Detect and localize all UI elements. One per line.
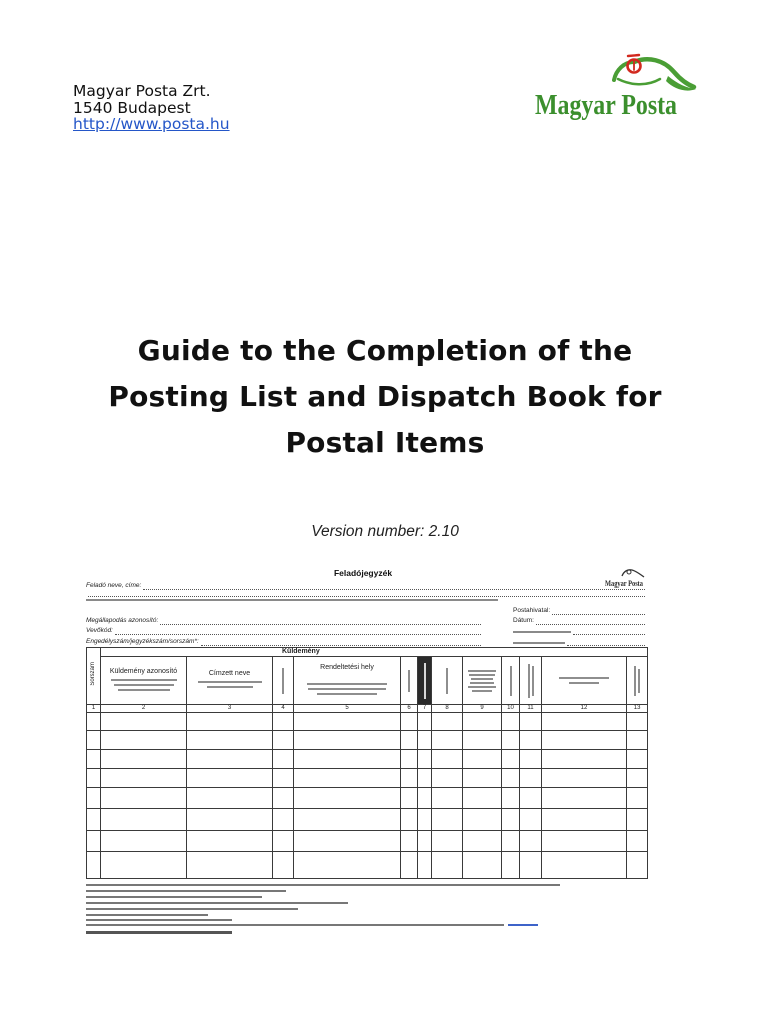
table-cell [463,831,502,852]
field-dotted-line [573,628,645,635]
illegible-text-line [470,682,494,684]
footnote-line [86,896,262,898]
field-dotted-line [536,618,645,625]
table-cell [87,750,101,769]
header-column-13 [627,657,648,705]
illegible-text-line [317,693,377,695]
table-cell [520,713,542,731]
table-cell [542,713,627,731]
table-cell [520,809,542,831]
field-dotted-line [201,639,481,646]
table-cell [502,750,520,769]
footnote-line [86,924,504,926]
table-cell [418,788,432,809]
header-column-12 [542,657,627,705]
table-cell [401,809,418,831]
date-label: Dátum: [513,617,534,624]
contract-note-line [86,599,500,603]
illegible-text-line [114,684,174,686]
table-cell [432,788,463,809]
sender-field-continuation [86,590,645,597]
column-number: 7 [418,705,432,713]
header-addressee [187,657,273,705]
table-cell [273,852,294,879]
website-link[interactable]: http://www.posta.hu [73,115,230,133]
header-serial-number-label: Sorszám [90,661,96,686]
table-cell [87,809,101,831]
header-column-11 [520,657,542,705]
table-cell [418,713,432,731]
table-cell [418,831,432,852]
table-cell [520,852,542,879]
table-cell [432,713,463,731]
table-cell [542,769,627,788]
franking-lock-field [513,639,645,646]
table-cell [101,852,187,879]
illegible-text-line [528,664,530,698]
table-cell [101,831,187,852]
table-cell [542,809,627,831]
title-line-3: Postal Items [285,426,485,459]
illegible-text-line [469,674,495,676]
table-cell [294,750,401,769]
table-cell [542,750,627,769]
table-cell [542,788,627,809]
table-cell [294,713,401,731]
column-number: 10 [502,705,520,713]
table-cell [520,831,542,852]
illegible-text-line [468,686,496,688]
header-column-9 [463,657,502,705]
illegible-text-line [308,688,386,690]
form-title: Feladójegyzék [333,568,393,578]
table-cell [101,731,187,750]
table-row [87,769,648,788]
table-cell [520,731,542,750]
column-number-row [87,705,648,713]
table-cell [401,731,418,750]
footnote-line [86,914,208,916]
table-cell [294,852,401,879]
table-cell [187,750,273,769]
table-cell [432,731,463,750]
field-dotted-line [143,583,645,590]
table-cell [273,788,294,809]
header-destination [294,657,401,705]
table-cell [418,809,432,831]
table-row [87,852,648,879]
table-cell [627,852,648,879]
table-cell [502,831,520,852]
sender-label: Feladó neve, címe: [86,582,142,589]
table-cell [627,809,648,831]
form-footer-line [86,931,232,934]
table-cell [87,831,101,852]
header-column-8 [432,657,463,705]
table-cell [520,788,542,809]
title-line-1: Guide to the Completion of the [137,334,633,367]
column-number: 1 [87,705,101,713]
header-item-id-label: Küldemény azonosító [109,667,178,675]
illegible-text-line [513,631,571,633]
item-group-header [101,648,648,657]
table-cell [542,731,627,750]
table-cell [520,750,542,769]
illegible-text-line [86,599,498,601]
franking-machine-field [513,628,645,635]
table-cell [463,731,502,750]
table-row [87,731,648,750]
table-cell [502,713,520,731]
illegible-text-line [118,689,170,691]
table-cell [502,809,520,831]
illegible-text-line [569,682,599,684]
table-cell [463,852,502,879]
table-cell [294,769,401,788]
table-cell [502,731,520,750]
table-cell [502,852,520,879]
table-cell [418,731,432,750]
header-serial-number [87,648,101,705]
table-cell [101,750,187,769]
column-number: 8 [432,705,463,713]
table-cell [401,831,418,852]
date-field [513,617,645,625]
header-item-id [101,657,187,705]
licence-field [86,638,481,646]
illegible-text-line [111,679,177,681]
table-group-header-row [87,648,648,657]
illegible-text-line [307,683,387,685]
field-dotted-line [88,590,645,597]
licence-label: Engedélyszám/jegyzékszám/sorszám*: [86,638,199,645]
post-horn-icon [622,570,644,577]
table-cell [418,750,432,769]
table-cell [87,788,101,809]
table-cell [273,731,294,750]
table-cell [463,788,502,809]
header-column-6 [401,657,418,705]
table-cell [432,750,463,769]
field-dotted-line [115,628,481,635]
document-title [0,328,770,466]
header-spacer [294,672,400,680]
table-cell [87,713,101,731]
field-dotted-line [552,608,645,615]
posting-list-form-figure [84,563,650,943]
table-cell [502,769,520,788]
table-cell [401,788,418,809]
sender-field [86,582,645,590]
magyar-posta-logo [528,48,700,128]
table-cell [432,831,463,852]
post-horn-icon [614,55,696,91]
table-row [87,831,648,852]
illegible-text-line [198,681,262,683]
table-cell [463,769,502,788]
header-column-10 [502,657,520,705]
table-row [87,788,648,809]
table-cell [101,713,187,731]
column-number: 6 [401,705,418,713]
table-cell [273,769,294,788]
table-cell [418,852,432,879]
table-cell [187,852,273,879]
footnote-line [86,890,286,892]
illegible-text-line [408,670,410,692]
item-group-header-label: Küldemény [282,648,320,655]
customer-code-field [86,627,481,635]
version-number: Version number: 2.10 [311,523,459,540]
illegible-text-line [282,668,284,694]
table-cell [87,769,101,788]
table-cell [187,769,273,788]
table-cell [463,809,502,831]
column-number: 9 [463,705,502,713]
table-cell [542,831,627,852]
table-cell [627,769,648,788]
illegible-text-line [634,666,636,696]
table-cell [627,750,648,769]
header-addressee-label: Címzett neve [208,670,251,677]
illegible-text-line [510,666,512,696]
column-number: 4 [273,705,294,713]
field-dotted-line [160,618,481,625]
table-cell [294,809,401,831]
footnote-line [86,919,232,921]
column-number: 2 [101,705,187,713]
table-row [87,809,648,831]
table-cell [401,750,418,769]
table-cell [87,852,101,879]
table-cell [294,831,401,852]
logo-wordmark: Magyar Posta [535,89,678,121]
table-cell [401,769,418,788]
table-cell [273,713,294,731]
illegible-text-line [559,677,609,679]
table-cell [273,831,294,852]
footnote-link-line [508,924,538,926]
column-number: 5 [294,705,401,713]
illegible-text-line [513,642,565,644]
agreement-label: Megállapodás azonosító: [86,617,159,624]
column-number: 13 [627,705,648,713]
form-logo-wordmark: Magyar Posta [605,579,643,588]
posting-list-table [86,647,648,879]
footnote-line [86,902,348,904]
illegible-text-line [468,670,496,672]
header-column-4 [273,657,294,705]
table-cell [101,769,187,788]
illegible-text-line [424,663,426,699]
table-cell [187,788,273,809]
table-cell [187,713,273,731]
table-cell [627,788,648,809]
table-cell [418,769,432,788]
table-cell [432,852,463,879]
table-cell [294,788,401,809]
table-cell [101,788,187,809]
table-cell [627,831,648,852]
table-cell [520,769,542,788]
field-dotted-line [567,639,645,646]
table-column-header-row [87,657,648,705]
company-city: 1540 Budapest [73,98,191,117]
table-cell [502,788,520,809]
title-line-2: Posting List and Dispatch Book for [108,380,662,413]
table-body [87,713,648,879]
table-cell [187,809,273,831]
illegible-text-line [446,668,448,694]
sender-address-block [73,83,230,133]
agreement-field [86,617,481,625]
table-cell [627,713,648,731]
table-cell [273,809,294,831]
table-cell [627,731,648,750]
table-cell [432,769,463,788]
table-cell [401,852,418,879]
company-name: Magyar Posta Zrt. [73,82,211,100]
customer-code-label: Vevőkód: [86,627,113,634]
footnote-line [86,884,560,886]
illegible-text-line [207,686,253,688]
table-cell [463,750,502,769]
table-cell [273,750,294,769]
illegible-text-line [532,666,534,696]
table-cell [401,713,418,731]
table-cell [294,731,401,750]
footnote-line [86,908,298,910]
header-destination-label: Rendeltetési hely [320,663,374,671]
table-row [87,750,648,769]
table-cell [87,731,101,750]
header-column-7 [418,657,432,705]
table-cell [432,809,463,831]
table-row [87,713,648,731]
column-number: 11 [520,705,542,713]
post-office-field [513,607,645,615]
post-office-label: Postahivatal: [513,607,551,614]
table-cell [463,713,502,731]
table-cell [187,731,273,750]
column-number: 3 [187,705,273,713]
illegible-text-line [471,678,493,680]
table-cell [542,852,627,879]
column-number: 12 [542,705,627,713]
table-cell [101,809,187,831]
table-cell [187,831,273,852]
website-line [73,116,230,133]
illegible-text-line [472,690,492,692]
illegible-text-line [638,669,640,693]
